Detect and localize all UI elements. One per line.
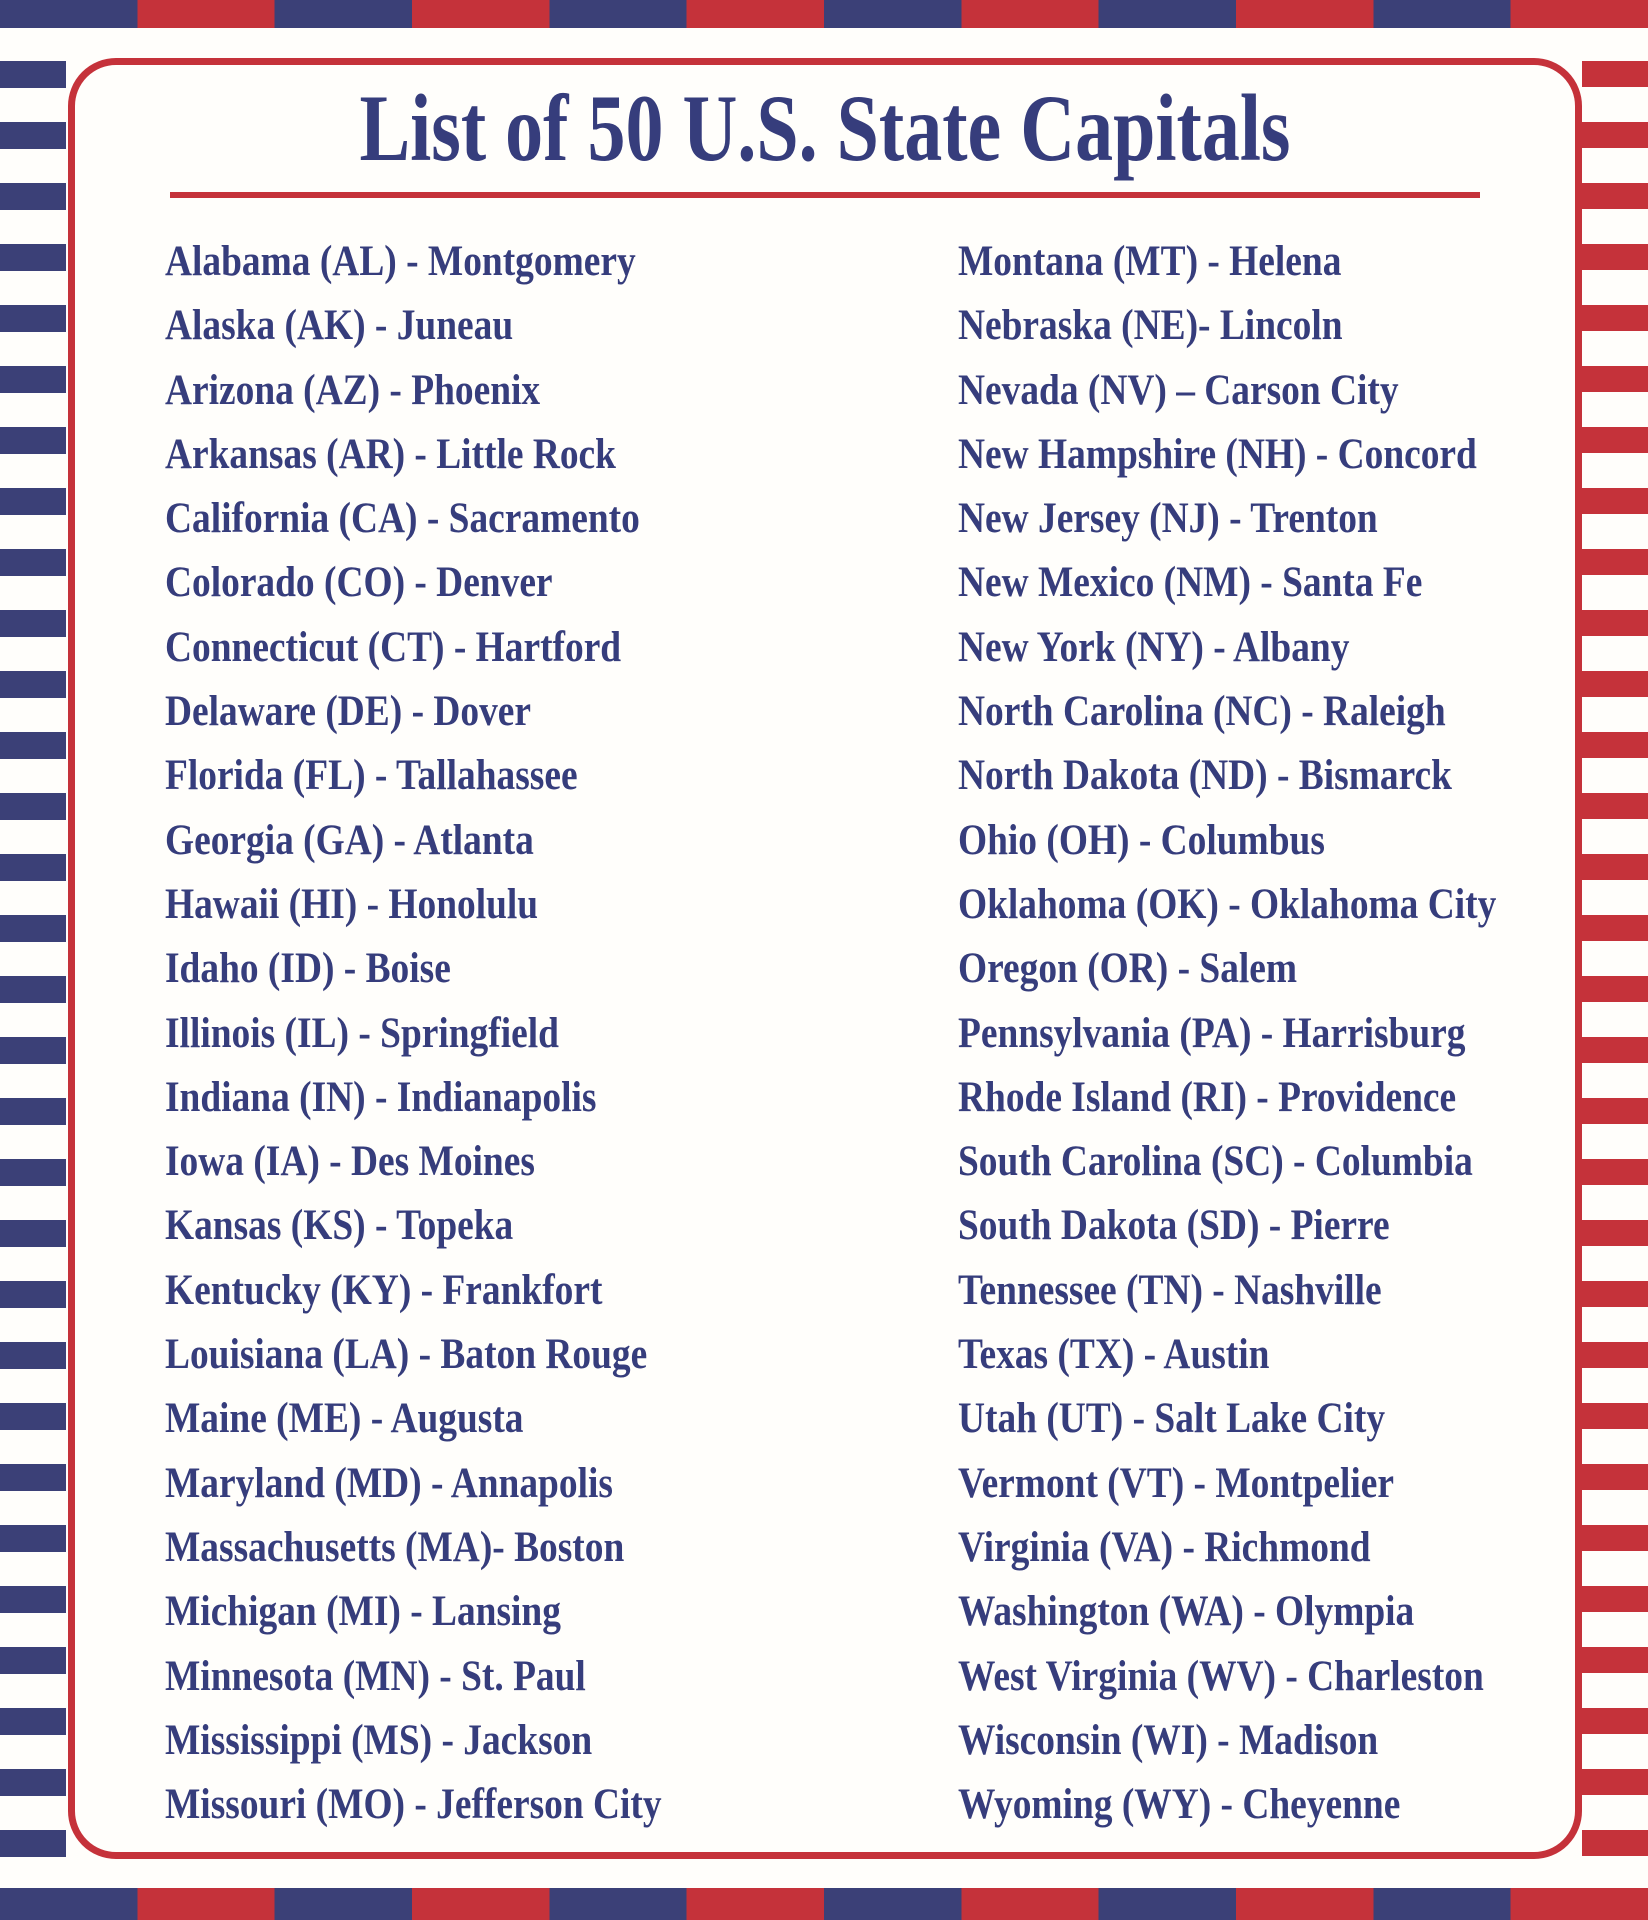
capitals-panel xyxy=(68,58,1582,1859)
list-item: New Mexico (NM) - Santa Fe xyxy=(958,559,1423,607)
list-item: Georgia (GA) - Atlanta xyxy=(165,816,534,864)
list-item: South Dakota (SD) - Pierre xyxy=(958,1202,1390,1250)
list-item: Alabama (AL) - Montgomery xyxy=(165,238,636,285)
title-underline xyxy=(170,192,1480,198)
list-item: Oklahoma (OK) - Oklahoma City xyxy=(958,880,1497,928)
list-item: Vermont (VT) - Montpelier xyxy=(958,1459,1395,1507)
list-item: Massachusetts (MA)- Boston xyxy=(165,1523,625,1571)
list-item: New Jersey (NJ) - Trenton xyxy=(958,495,1378,543)
list-item: Utah (UT) - Salt Lake City xyxy=(958,1395,1386,1443)
capitals-column-left xyxy=(165,230,736,1837)
list-item: Florida (FL) - Tallahassee xyxy=(165,752,578,800)
list-item: North Carolina (NC) - Raleigh xyxy=(958,688,1446,736)
list-item: Iowa (IA) - Des Moines xyxy=(165,1138,535,1186)
list-item: Nevada (NV) – Carson City xyxy=(958,366,1399,414)
list-item: Virginia (VA) - Richmond xyxy=(958,1523,1371,1571)
list-item: Texas (TX) - Austin xyxy=(958,1331,1270,1379)
list-item: Michigan (MI) - Lansing xyxy=(165,1588,561,1636)
list-item: Indiana (IN) - Indianapolis xyxy=(165,1073,597,1121)
list-item: Maryland (MD) - Annapolis xyxy=(165,1459,613,1507)
list-item: Hawaii (HI) - Honolulu xyxy=(165,880,539,928)
list-item: New Hampshire (NH) - Concord xyxy=(958,430,1477,478)
list-item: Tennessee (TN) - Nashville xyxy=(958,1266,1382,1314)
list-item: Delaware (DE) - Dover xyxy=(165,688,532,736)
list-item: Wyoming (WY) - Cheyenne xyxy=(958,1781,1401,1829)
list-item: North Dakota (ND) - Bismarck xyxy=(958,752,1452,800)
list-item: Wisconsin (WI) - Madison xyxy=(958,1716,1379,1764)
list-item: Oregon (OR) - Salem xyxy=(958,945,1298,993)
list-item: Colorado (CO) - Denver xyxy=(165,559,553,607)
list-item: California (CA) - Sacramento xyxy=(165,495,640,543)
page-title: List of 50 U.S. State Capitals xyxy=(359,75,1291,181)
top-ribbon-border xyxy=(0,0,1648,28)
list-item: South Carolina (SC) - Columbia xyxy=(958,1138,1473,1186)
capitals-column-right xyxy=(958,230,1577,1837)
list-item: Montana (MT) - Helena xyxy=(958,238,1342,285)
list-item: Louisiana (LA) - Baton Rouge xyxy=(165,1331,648,1379)
list-item: Ohio (OH) - Columbus xyxy=(958,816,1325,864)
list-item: New York (NY) - Albany xyxy=(958,623,1350,671)
right-stripes-border xyxy=(1582,61,1648,1858)
list-item: Arizona (AZ) - Phoenix xyxy=(165,366,541,414)
list-item: Pennsylvania (PA) - Harrisburg xyxy=(958,1009,1466,1057)
list-item: Minnesota (MN) - St. Paul xyxy=(165,1652,586,1700)
list-item: Nebraska (NE)- Lincoln xyxy=(958,302,1343,350)
list-item: Rhode Island (RI) - Providence xyxy=(958,1073,1457,1121)
left-stripes-border xyxy=(0,61,66,1858)
list-item: Idaho (ID) - Boise xyxy=(165,945,451,993)
list-item: West Virginia (WV) - Charleston xyxy=(958,1652,1484,1700)
list-item: Kentucky (KY) - Frankfort xyxy=(165,1266,603,1314)
list-item: Arkansas (AR) - Little Rock xyxy=(165,430,616,478)
list-item: Kansas (KS) - Topeka xyxy=(165,1202,514,1250)
list-item: Illinois (IL) - Springfield xyxy=(165,1009,559,1057)
list-item: Connecticut (CT) - Hartford xyxy=(165,623,622,671)
list-item: Maine (ME) - Augusta xyxy=(165,1395,524,1443)
bottom-ribbon-border xyxy=(0,1888,1648,1920)
list-item: Alaska (AK) - Juneau xyxy=(165,302,514,350)
list-item: Missouri (MO) - Jefferson City xyxy=(165,1781,662,1829)
list-item: Washington (WA) - Olympia xyxy=(958,1588,1415,1636)
list-item: Mississippi (MS) - Jackson xyxy=(165,1716,593,1764)
